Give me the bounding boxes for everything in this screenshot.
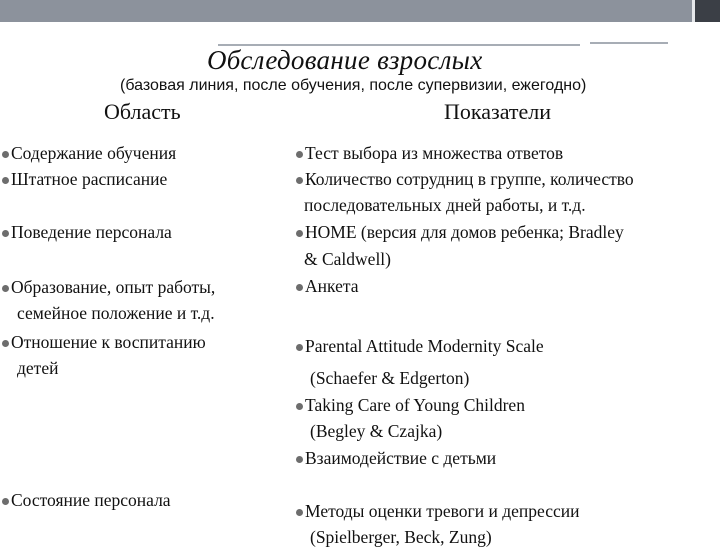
- right-item: Taking Care of Young Children: [296, 392, 525, 418]
- left-item: Поведение персонала: [2, 219, 172, 245]
- header-area: Область: [104, 99, 181, 124]
- left-item-continuation: детей: [17, 358, 59, 378]
- bullet-icon: [296, 284, 303, 291]
- right-item: Анкета: [296, 273, 358, 299]
- bullet-icon: [2, 340, 9, 347]
- slide-title: Обследование взрослых: [207, 45, 483, 75]
- left-item: Содержание обучения: [2, 140, 176, 166]
- right-item: Взаимодействие с детьми: [296, 445, 496, 471]
- left-item: Состояние персонала: [2, 487, 171, 513]
- slide-subtitle: (базовая линия, после обучения, после супервизии, ежегодно): [120, 77, 587, 94]
- left-item: Штатное расписание: [2, 166, 167, 192]
- bullet-icon: [2, 230, 9, 237]
- right-item: Количество сотрудниц в группе, количество: [296, 166, 634, 192]
- bullet-icon: [296, 177, 303, 184]
- bullet-icon: [296, 151, 303, 158]
- right-item-continuation: последовательных дней работы, и т.д.: [304, 195, 586, 215]
- header-indicators: Показатели: [444, 99, 552, 124]
- right-item: Методы оценки тревоги и депрессии: [296, 498, 579, 524]
- bullet-icon: [2, 177, 9, 184]
- bullet-icon: [296, 403, 303, 410]
- left-item-continuation: семейное положение и т.д.: [17, 303, 215, 323]
- right-item: Parental Attitude Modernity Scale: [296, 333, 544, 359]
- left-item: Отношение к воспитанию: [2, 329, 206, 355]
- right-item: HOME (версия для домов ребенка; Bradley: [296, 219, 624, 245]
- bullet-icon: [296, 509, 303, 516]
- bullet-icon: [2, 151, 9, 158]
- bullet-icon: [296, 230, 303, 237]
- right-item: Тест выбора из множества ответов: [296, 140, 563, 166]
- title-rule-short: [590, 42, 668, 44]
- bullet-icon: [2, 498, 9, 505]
- right-item-continuation: & Caldwell): [304, 249, 391, 269]
- bullet-icon: [296, 456, 303, 463]
- left-item: Образование, опыт работы,: [2, 274, 215, 300]
- bullet-icon: [296, 344, 303, 351]
- right-item-continuation: (Schaefer & Edgerton): [310, 368, 470, 388]
- top-bar-accent: [695, 0, 720, 22]
- right-item-continuation: (Spielberger, Beck, Zung): [310, 527, 492, 547]
- bullet-icon: [2, 285, 9, 292]
- right-item-continuation: (Begley & Czajka): [310, 421, 443, 441]
- top-bar: [0, 0, 720, 22]
